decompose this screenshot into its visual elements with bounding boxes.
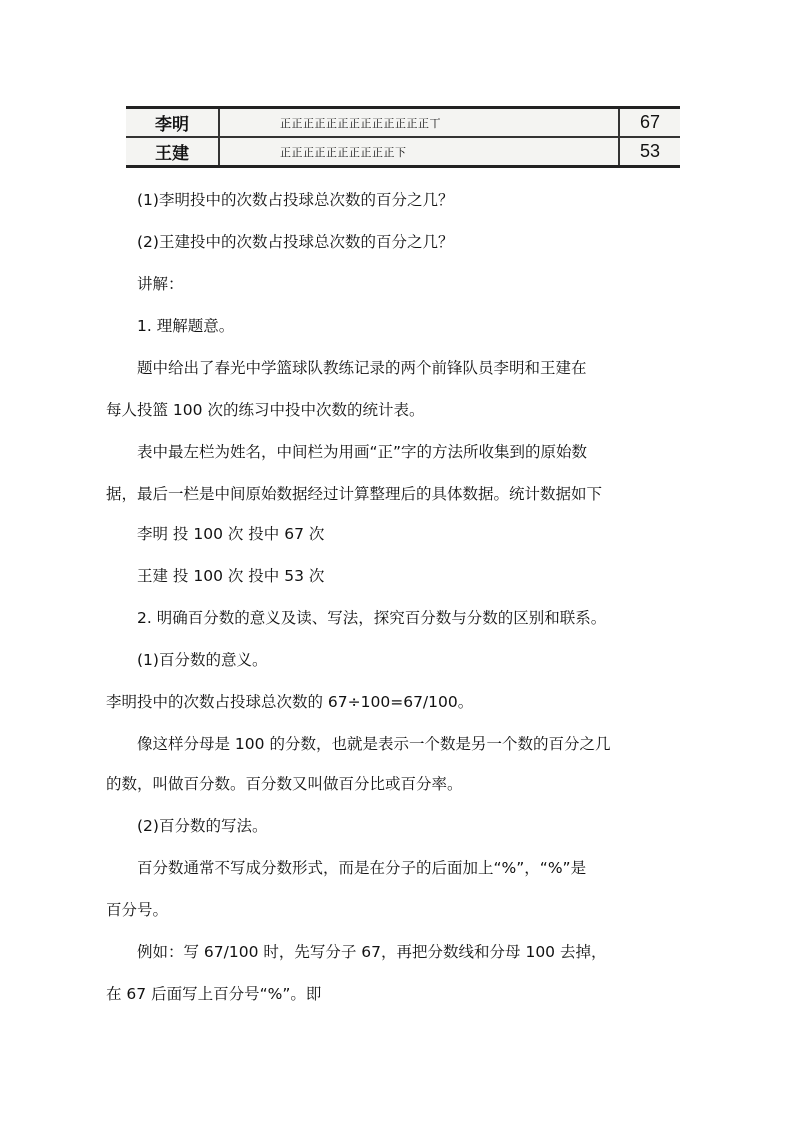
paragraph-line: 据，最后一栏是中间原始数据经过计算整理后的具体数据。统计数据如下 [106,485,603,503]
data-line: 李明 投 100 次 投中 67 次 [137,525,325,543]
explanation-heading: 讲解： [137,275,184,293]
paragraph-line: 例如：写 67/100 时，先写分子 67，再把分数线和分母 100 去掉， [137,943,607,961]
player-name: 李明 [126,108,219,138]
section-heading: (2)百分数的写法。 [137,817,268,835]
hit-count: 67 [619,108,680,138]
scanned-tally-table [126,106,680,168]
paragraph-line: 像这样分母是 100 的分数，也就是表示一个数是另一个数的百分之几 [137,735,611,753]
tally-table [126,106,680,168]
hit-count: 53 [619,137,680,167]
step-1-heading: 1. 理解题意。 [137,317,235,335]
tally-marks [219,137,619,167]
tally-text: 正正正正正正正正正正正正正丅 [280,116,441,130]
table-row [126,137,680,167]
tally-text: 正正正正正正正正正正下 [280,145,407,159]
question-1: (1)李明投中的次数占投球总次数的百分之几？ [137,191,454,209]
section-heading: (1)百分数的意义。 [137,651,268,669]
paragraph-line: 的数，叫做百分数。百分数又叫做百分比或百分率。 [106,775,463,793]
player-name: 王建 [126,137,219,167]
paragraph-line: 百分数通常不写成分数形式，而是在分子的后面加上“%”，“%”是 [137,859,587,877]
paragraph-line: 每人投篮 100 次的练习中投中次数的统计表。 [106,401,425,419]
paragraph-line: 在 67 后面写上百分号“%”。即 [106,985,322,1003]
paragraph-line: 百分号。 [106,901,169,919]
table-row [126,108,680,138]
paragraph-line: 题中给出了春光中学篮球队教练记录的两个前锋队员李明和王建在 [137,359,587,377]
paragraph-line: 李明投中的次数占投球总次数的 67÷100=67/100。 [106,693,474,711]
question-2: (2)王建投中的次数占投球总次数的百分之几？ [137,233,454,251]
step-2-heading: 2. 明确百分数的意义及读、写法，探究百分数与分数的区别和联系。 [137,609,607,627]
tally-marks [219,108,619,138]
paragraph-line: 表中最左栏为姓名，中间栏为用画“正”字的方法所收集到的原始数 [137,443,588,461]
data-line: 王建 投 100 次 投中 53 次 [137,567,325,585]
